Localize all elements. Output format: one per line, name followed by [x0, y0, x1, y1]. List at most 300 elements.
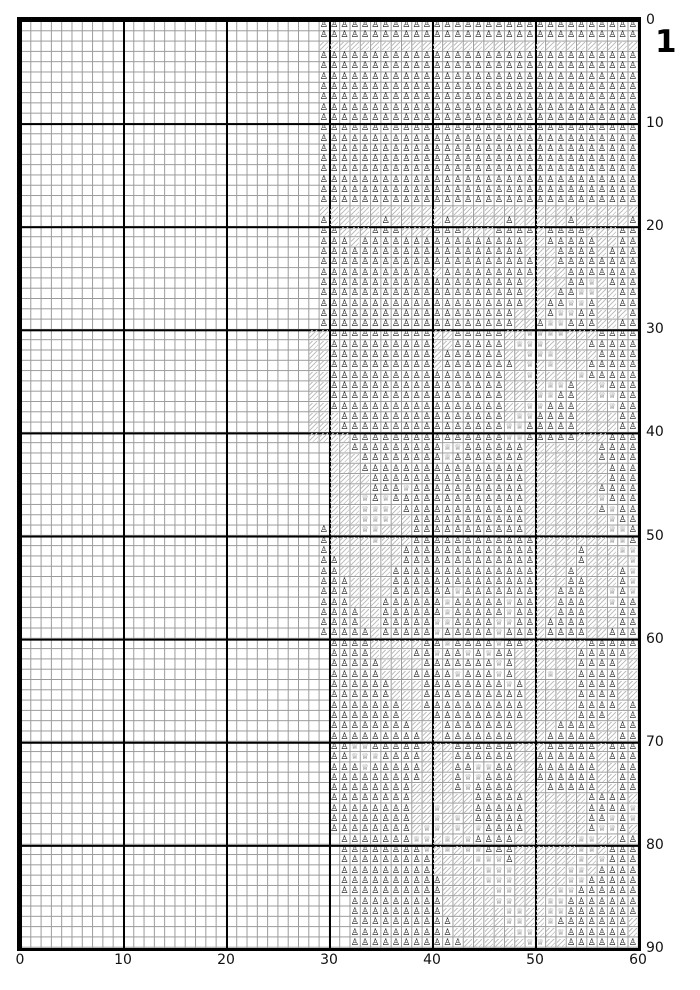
symbol-dark-stitch: ♙ [402, 92, 411, 103]
symbol-dark-stitch: ♙ [484, 174, 493, 185]
symbol-hatch-stitch [545, 927, 555, 937]
symbol-hatch-stitch [566, 680, 576, 690]
symbol-hatch-stitch [432, 41, 442, 51]
symbol-dark-stitch: ♙ [361, 246, 370, 257]
symbol-dark-stitch: ♙ [381, 339, 390, 350]
symbol-dark-stitch: ♙ [464, 20, 473, 31]
symbol-hatch-stitch [442, 824, 452, 834]
symbol-dark-stitch: ♙ [494, 814, 503, 825]
symbol-hatch-stitch [535, 556, 545, 566]
symbol-hatch-stitch [566, 824, 576, 834]
symbol-dark-stitch: ♙ [515, 298, 524, 309]
symbol-dark-stitch: ♙ [567, 30, 576, 41]
symbol-hatch-stitch [401, 226, 411, 236]
symbol-dark-stitch: ♙ [381, 164, 390, 175]
symbol-hatch-stitch [597, 298, 607, 308]
symbol-hatch-stitch [504, 371, 514, 381]
symbol-dark-stitch: ♙ [525, 174, 534, 185]
symbol-dark-stitch: ♙ [391, 20, 400, 31]
symbol-dark-stitch: ♙ [340, 154, 349, 165]
symbol-hatch-stitch [514, 938, 524, 948]
symbol-dark-stitch: ♙ [422, 690, 431, 701]
symbol-dark-stitch: ♙ [628, 216, 637, 227]
symbol-hatch-stitch [525, 206, 535, 216]
symbol-hatch-stitch [442, 41, 452, 51]
symbol-dark-stitch: ♙ [371, 370, 380, 381]
symbol-dark-stitch: ♙ [361, 82, 370, 92]
symbol-dark-stitch: ♙ [618, 143, 627, 154]
symbol-dark-stitch: ♙ [381, 381, 390, 392]
symbol-hatch-stitch [566, 659, 576, 669]
symbol-hatch-stitch [597, 835, 607, 845]
symbol-dark-stitch: ♙ [412, 123, 421, 134]
symbol-hatch-stitch [525, 814, 535, 824]
symbol-dark-stitch: ♙ [577, 71, 586, 82]
symbol-dark-stitch: ♙ [505, 174, 514, 185]
symbol-dark-stitch: ♙ [474, 628, 483, 639]
symbol-hatch-stitch [525, 247, 535, 257]
symbol-dark-stitch: ♙ [546, 123, 555, 134]
symbol-dark-stitch: ♙ [567, 906, 576, 917]
symbol-crown-stitch: ♕ [556, 329, 565, 340]
symbol-dark-stitch: ♙ [381, 298, 390, 309]
symbol-dark-stitch: ♙ [361, 71, 370, 82]
symbol-dark-stitch: ♙ [608, 20, 617, 31]
symbol-hatch-stitch [556, 278, 566, 288]
symbol-hatch-stitch [308, 391, 318, 401]
symbol-dark-stitch: ♙ [464, 185, 473, 196]
symbol-dark-stitch: ♙ [371, 236, 380, 247]
symbol-hatch-stitch [411, 814, 421, 824]
symbol-dark-stitch: ♙ [412, 906, 421, 917]
symbol-dark-stitch: ♙ [319, 236, 328, 247]
symbol-dark-stitch: ♙ [567, 783, 576, 794]
symbol-dark-stitch: ♙ [505, 494, 514, 505]
symbol-dark-stitch: ♙ [330, 783, 339, 794]
symbol-dark-stitch: ♙ [484, 401, 493, 412]
symbol-hatch-stitch [370, 628, 380, 638]
symbol-dark-stitch: ♙ [340, 628, 349, 639]
symbol-dark-stitch: ♙ [443, 700, 452, 711]
symbol-dark-stitch: ♙ [556, 288, 565, 299]
symbol-hatch-stitch [308, 412, 318, 422]
symbol-dark-stitch: ♙ [381, 628, 390, 639]
symbol-dark-stitch: ♙ [371, 927, 380, 938]
symbol-dark-stitch: ♙ [628, 288, 637, 299]
symbol-hatch-stitch [556, 216, 566, 226]
symbol-dark-stitch: ♙ [587, 174, 596, 185]
symbol-hatch-stitch [422, 814, 432, 824]
symbol-dark-stitch: ♙ [391, 566, 400, 577]
symbol-dark-stitch: ♙ [371, 267, 380, 278]
symbol-dark-stitch: ♙ [391, 752, 400, 763]
symbol-dark-stitch: ♙ [484, 607, 493, 618]
symbol-dark-stitch: ♙ [618, 937, 627, 948]
symbol-hatch-stitch [545, 855, 555, 865]
symbol-dark-stitch: ♙ [443, 226, 452, 237]
symbol-hatch-stitch [607, 783, 617, 793]
symbol-dark-stitch: ♙ [515, 453, 524, 464]
symbol-hatch-stitch [463, 927, 473, 937]
symbol-dark-stitch: ♙ [546, 51, 555, 62]
symbol-dark-stitch: ♙ [350, 360, 359, 371]
symbol-dark-stitch: ♙ [484, 277, 493, 288]
symbol-dark-stitch: ♙ [412, 752, 421, 763]
symbol-dark-stitch: ♙ [340, 669, 349, 680]
symbol-dark-stitch: ♙ [412, 576, 421, 587]
symbol-dark-stitch: ♙ [474, 669, 483, 680]
symbol-dark-stitch: ♙ [402, 422, 411, 433]
symbol-dark-stitch: ♙ [597, 174, 606, 185]
symbol-dark-stitch: ♙ [484, 20, 493, 31]
symbol-hatch-stitch [329, 41, 339, 51]
symbol-dark-stitch: ♙ [381, 875, 390, 886]
symbol-dark-stitch: ♙ [350, 246, 359, 257]
symbol-dark-stitch: ♙ [402, 814, 411, 825]
symbol-dark-stitch: ♙ [464, 504, 473, 515]
symbol-hatch-stitch [597, 237, 607, 247]
symbol-dark-stitch: ♙ [628, 607, 637, 618]
symbol-dark-stitch: ♙ [608, 246, 617, 257]
symbol-dark-stitch: ♙ [474, 649, 483, 660]
symbol-hatch-stitch [556, 515, 566, 525]
symbol-hatch-stitch [411, 711, 421, 721]
symbol-dark-stitch: ♙ [474, 82, 483, 92]
symbol-dark-stitch: ♙ [587, 30, 596, 41]
symbol-dark-stitch: ♙ [371, 762, 380, 773]
symbol-dark-stitch: ♙ [453, 350, 462, 361]
symbol-dark-stitch: ♙ [484, 535, 493, 546]
symbol-dark-stitch: ♙ [628, 401, 637, 412]
symbol-dark-stitch: ♙ [422, 927, 431, 938]
symbol-dark-stitch: ♙ [412, 112, 421, 123]
symbol-hatch-stitch [628, 824, 638, 834]
symbol-dark-stitch: ♙ [340, 195, 349, 206]
symbol-dark-stitch: ♙ [536, 71, 545, 82]
symbol-hatch-stitch [432, 793, 442, 803]
symbol-dark-stitch: ♙ [391, 803, 400, 814]
symbol-dark-stitch: ♙ [371, 381, 380, 392]
symbol-dark-stitch: ♙ [494, 597, 503, 608]
symbol-dark-stitch: ♙ [556, 20, 565, 31]
symbol-dark-stitch: ♙ [443, 504, 452, 515]
symbol-hatch-stitch [484, 907, 494, 917]
symbol-dark-stitch: ♙ [340, 762, 349, 773]
symbol-hatch-stitch [535, 371, 545, 381]
symbol-dark-stitch: ♙ [536, 92, 545, 103]
symbol-dark-stitch: ♙ [494, 752, 503, 763]
symbol-dark-stitch: ♙ [433, 473, 442, 484]
symbol-dark-stitch: ♙ [515, 494, 524, 505]
symbol-dark-stitch: ♙ [587, 824, 596, 835]
symbol-dark-stitch: ♙ [330, 61, 339, 72]
symbol-hatch-stitch [381, 639, 391, 649]
symbol-dark-stitch: ♙ [330, 659, 339, 670]
symbol-hatch-stitch [514, 876, 524, 886]
symbol-hatch-stitch [411, 680, 421, 690]
symbol-dark-stitch: ♙ [453, 432, 462, 443]
symbol-dark-stitch: ♙ [474, 504, 483, 515]
symbol-hatch-stitch [566, 670, 576, 680]
symbol-hatch-stitch [370, 546, 380, 556]
symbol-hatch-stitch [556, 350, 566, 360]
symbol-dark-stitch: ♙ [494, 174, 503, 185]
symbol-hatch-stitch [525, 876, 535, 886]
symbol-hatch-stitch [535, 546, 545, 556]
symbol-dark-stitch: ♙ [412, 587, 421, 598]
symbol-dark-stitch: ♙ [412, 257, 421, 268]
symbol-dark-stitch: ♙ [618, 587, 627, 598]
symbol-dark-stitch: ♙ [361, 185, 370, 196]
symbol-dark-stitch: ♙ [350, 700, 359, 711]
symbol-hatch-stitch [535, 721, 545, 731]
symbol-dark-stitch: ♙ [433, 308, 442, 319]
symbol-hatch-stitch [535, 597, 545, 607]
symbol-dark-stitch: ♙ [443, 556, 452, 567]
symbol-crown-stitch: ♕ [526, 401, 534, 412]
symbol-dark-stitch: ♙ [453, 556, 462, 567]
symbol-hatch-stitch [339, 216, 349, 226]
symbol-dark-stitch: ♙ [618, 845, 627, 856]
symbol-dark-stitch: ♙ [474, 587, 483, 598]
symbol-dark-stitch: ♙ [536, 30, 545, 41]
symbol-hatch-stitch [401, 680, 411, 690]
symbol-dark-stitch: ♙ [587, 680, 596, 691]
symbol-dark-stitch: ♙ [597, 51, 606, 62]
symbol-hatch-stitch [350, 474, 360, 484]
symbol-dark-stitch: ♙ [443, 535, 452, 546]
symbol-dark-stitch: ♙ [515, 123, 524, 134]
symbol-dark-stitch: ♙ [474, 174, 483, 185]
symbol-crown-stitch: ♕ [546, 391, 555, 402]
symbol-hatch-stitch [556, 577, 566, 587]
symbol-dark-stitch: ♙ [515, 566, 524, 577]
symbol-hatch-stitch [411, 206, 421, 216]
symbol-dark-stitch: ♙ [361, 339, 370, 350]
symbol-dark-stitch: ♙ [422, 535, 431, 546]
symbol-dark-stitch: ♙ [608, 277, 617, 288]
symbol-hatch-stitch [545, 443, 555, 453]
symbol-crown-stitch: ♕ [587, 834, 596, 845]
symbol-dark-stitch: ♙ [361, 422, 370, 433]
symbol-dark-stitch: ♙ [474, 236, 483, 247]
symbol-hatch-stitch [525, 505, 535, 515]
symbol-dark-stitch: ♙ [371, 154, 380, 165]
symbol-dark-stitch: ♙ [319, 556, 328, 567]
y-axis-label: 50 [646, 527, 664, 544]
symbol-dark-stitch: ♙ [433, 257, 442, 268]
symbol-dark-stitch: ♙ [443, 721, 452, 732]
symbol-dark-stitch: ♙ [319, 185, 328, 196]
symbol-hatch-stitch [329, 505, 339, 515]
symbol-dark-stitch: ♙ [381, 772, 390, 783]
symbol-crown-stitch: ♕ [443, 618, 452, 629]
symbol-hatch-stitch [432, 216, 442, 226]
symbol-crown-stitch: ♕ [371, 515, 380, 526]
symbol-dark-stitch: ♙ [464, 432, 473, 443]
symbol-dark-stitch: ♙ [381, 51, 390, 62]
symbol-hatch-stitch [514, 350, 524, 360]
symbol-dark-stitch: ♙ [474, 411, 483, 422]
symbol-dark-stitch: ♙ [350, 267, 359, 278]
symbol-dark-stitch: ♙ [556, 82, 565, 92]
symbol-hatch-stitch [587, 41, 597, 51]
symbol-dark-stitch: ♙ [443, 927, 452, 938]
symbol-dark-stitch: ♙ [484, 442, 493, 453]
symbol-dark-stitch: ♙ [402, 556, 411, 567]
symbol-dark-stitch: ♙ [618, 576, 627, 587]
symbol-crown-stitch: ♕ [484, 855, 493, 866]
symbol-dark-stitch: ♙ [628, 752, 637, 763]
symbol-dark-stitch: ♙ [618, 597, 627, 608]
symbol-hatch-stitch [339, 536, 349, 546]
symbol-dark-stitch: ♙ [464, 195, 473, 206]
symbol-dark-stitch: ♙ [361, 638, 370, 649]
symbol-hatch-stitch [319, 402, 329, 412]
symbol-dark-stitch: ♙ [433, 61, 442, 72]
symbol-dark-stitch: ♙ [587, 267, 596, 278]
symbol-dark-stitch: ♙ [628, 762, 637, 773]
symbol-dark-stitch: ♙ [433, 143, 442, 154]
symbol-hatch-stitch [556, 371, 566, 381]
symbol-dark-stitch: ♙ [587, 814, 596, 825]
symbol-dark-stitch: ♙ [340, 422, 349, 433]
symbol-dark-stitch: ♙ [464, 442, 473, 453]
symbol-dark-stitch: ♙ [567, 741, 576, 752]
symbol-dark-stitch: ♙ [340, 350, 349, 361]
symbol-dark-stitch: ♙ [515, 463, 524, 474]
symbol-dark-stitch: ♙ [484, 370, 493, 381]
symbol-dark-stitch: ♙ [391, 112, 400, 123]
symbol-dark-stitch: ♙ [515, 30, 524, 41]
symbol-dark-stitch: ♙ [433, 164, 442, 175]
symbol-dark-stitch: ♙ [433, 886, 442, 897]
symbol-crown-stitch: ♕ [536, 937, 544, 948]
symbol-hatch-stitch [422, 752, 432, 762]
symbol-dark-stitch: ♙ [422, 298, 431, 309]
symbol-dark-stitch: ♙ [371, 308, 380, 319]
symbol-crown-stitch: ♕ [608, 597, 617, 608]
symbol-hatch-stitch [556, 340, 566, 350]
symbol-dark-stitch: ♙ [443, 494, 452, 505]
symbol-dark-stitch: ♙ [597, 20, 606, 31]
symbol-dark-stitch: ♙ [453, 339, 462, 350]
symbol-crown-stitch: ♕ [433, 824, 441, 835]
symbol-dark-stitch: ♙ [422, 442, 431, 453]
symbol-dark-stitch: ♙ [443, 381, 452, 392]
symbol-hatch-stitch [463, 804, 473, 814]
symbol-dark-stitch: ♙ [381, 82, 390, 92]
symbol-hatch-stitch [514, 206, 524, 216]
symbol-hatch-stitch [607, 41, 617, 51]
symbol-dark-stitch: ♙ [515, 473, 524, 484]
symbol-dark-stitch: ♙ [536, 20, 545, 31]
symbol-dark-stitch: ♙ [618, 473, 627, 484]
symbol-dark-stitch: ♙ [422, 494, 431, 505]
symbol-dark-stitch: ♙ [361, 463, 370, 474]
symbol-dark-stitch: ♙ [319, 164, 328, 175]
symbol-hatch-stitch [329, 536, 339, 546]
symbol-dark-stitch: ♙ [618, 51, 627, 62]
symbol-dark-stitch: ♙ [474, 814, 483, 825]
symbol-dark-stitch: ♙ [391, 381, 400, 392]
symbol-dark-stitch: ♙ [350, 772, 359, 783]
symbol-dark-stitch: ♙ [330, 752, 339, 763]
symbol-crown-stitch: ♕ [495, 638, 503, 649]
symbol-hatch-stitch [339, 432, 349, 442]
symbol-dark-stitch: ♙ [474, 112, 483, 123]
symbol-dark-stitch: ♙ [453, 226, 462, 237]
symbol-hatch-stitch [535, 536, 545, 546]
symbol-dark-stitch: ♙ [319, 216, 328, 227]
symbol-hatch-stitch [370, 597, 380, 607]
symbol-dark-stitch: ♙ [505, 298, 514, 309]
symbol-hatch-stitch [411, 659, 421, 669]
symbol-dark-stitch: ♙ [453, 20, 462, 31]
symbol-hatch-stitch [535, 41, 545, 51]
symbol-hatch-stitch [360, 608, 370, 618]
symbol-dark-stitch: ♙ [433, 246, 442, 257]
symbol-dark-stitch: ♙ [484, 71, 493, 82]
symbol-hatch-stitch [607, 298, 617, 308]
symbol-dark-stitch: ♙ [350, 803, 359, 814]
symbol-dark-stitch: ♙ [494, 329, 503, 340]
symbol-hatch-stitch [463, 216, 473, 226]
symbol-dark-stitch: ♙ [577, 618, 586, 629]
symbol-hatch-stitch [339, 484, 349, 494]
symbol-dark-stitch: ♙ [402, 236, 411, 247]
symbol-crown-stitch: ♕ [443, 638, 452, 649]
symbol-dark-stitch: ♙ [474, 401, 483, 412]
symbol-dark-stitch: ♙ [412, 370, 421, 381]
symbol-dark-stitch: ♙ [494, 298, 503, 309]
symbol-dark-stitch: ♙ [567, 628, 576, 639]
symbol-dark-stitch: ♙ [474, 515, 483, 526]
symbol-dark-stitch: ♙ [494, 411, 503, 422]
symbol-dark-stitch: ♙ [597, 267, 606, 278]
symbol-dark-stitch: ♙ [330, 814, 339, 825]
symbol-dark-stitch: ♙ [494, 515, 503, 526]
symbol-crown-stitch: ♕ [546, 350, 555, 361]
symbol-dark-stitch: ♙ [597, 92, 606, 103]
symbol-hatch-stitch [360, 566, 370, 576]
symbol-dark-stitch: ♙ [628, 267, 637, 278]
symbol-dark-stitch: ♙ [391, 875, 400, 886]
symbol-dark-stitch: ♙ [608, 133, 617, 144]
symbol-hatch-stitch [597, 628, 607, 638]
symbol-dark-stitch: ♙ [371, 288, 380, 299]
symbol-dark-stitch: ♙ [505, 587, 514, 598]
symbol-crown-stitch: ♕ [608, 504, 617, 515]
symbol-dark-stitch: ♙ [484, 576, 493, 587]
symbol-dark-stitch: ♙ [422, 628, 431, 639]
symbol-dark-stitch: ♙ [340, 112, 349, 123]
symbol-hatch-stitch [628, 670, 638, 680]
symbol-dark-stitch: ♙ [484, 710, 493, 721]
symbol-dark-stitch: ♙ [433, 463, 442, 474]
symbol-dark-stitch: ♙ [319, 267, 328, 278]
symbol-hatch-stitch [329, 484, 339, 494]
symbol-dark-stitch: ♙ [556, 298, 565, 309]
symbol-hatch-stitch [339, 556, 349, 566]
symbol-dark-stitch: ♙ [536, 411, 545, 422]
symbol-dark-stitch: ♙ [597, 133, 606, 144]
symbol-dark-stitch: ♙ [381, 174, 390, 185]
symbol-dark-stitch: ♙ [546, 432, 555, 443]
symbol-dark-stitch: ♙ [350, 875, 359, 886]
symbol-hatch-stitch [628, 917, 638, 927]
symbol-dark-stitch: ♙ [628, 638, 637, 649]
